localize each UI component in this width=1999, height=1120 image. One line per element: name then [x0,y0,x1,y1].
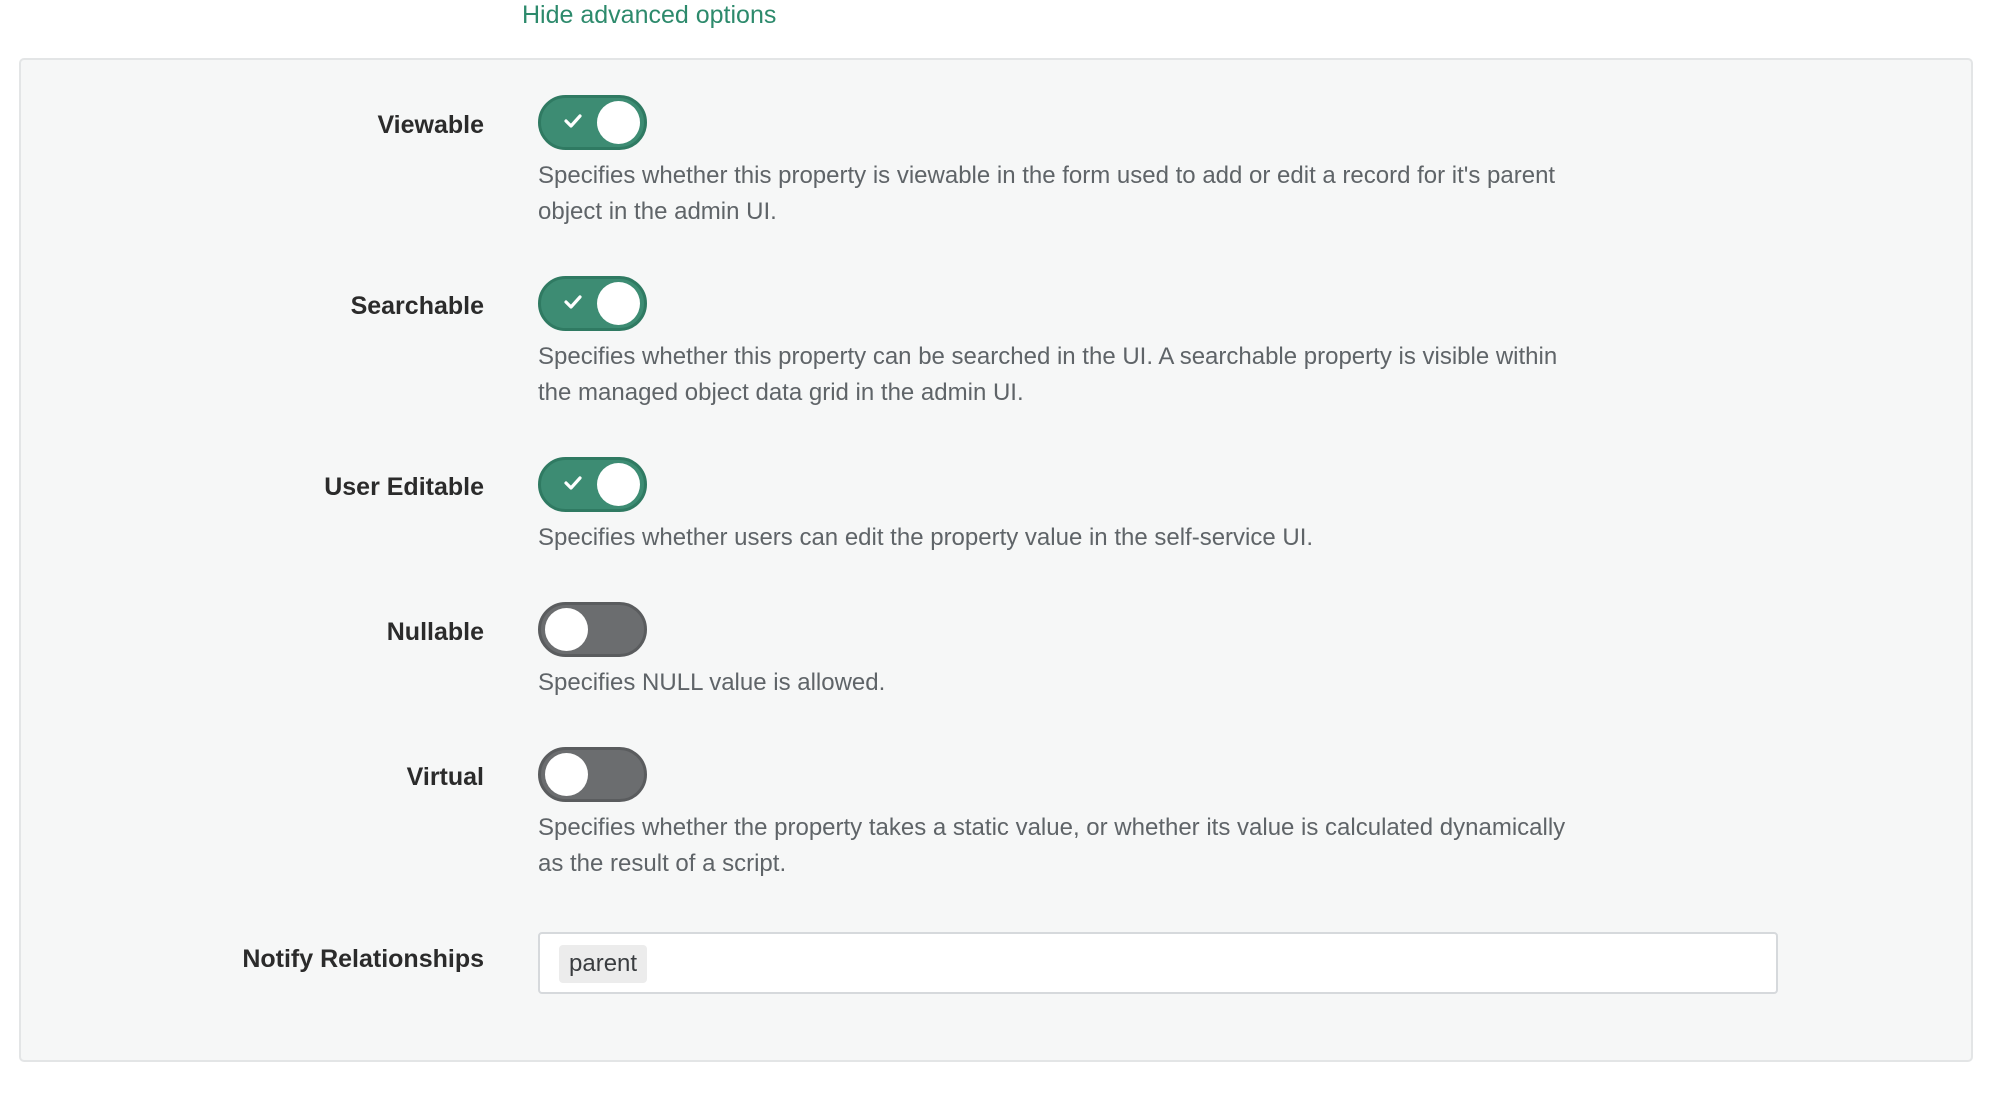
virtual-description: Specifies whether the property takes a static value, or whether its value is calculated dynamically as the result of a script. [538,814,1566,877]
switch-knob [597,101,640,144]
notify-relationships-label: Notify Relationships [242,945,484,973]
nullable-switch[interactable] [538,602,647,657]
user-editable-switch[interactable] [538,457,647,512]
searchable-switch[interactable] [538,276,647,331]
nullable-description: Specifies NULL value is allowed. [538,669,886,696]
searchable-description: Specifies whether this property can be searched in the UI. A searchable property is visible within the managed object data grid in the admin UI. [538,343,1558,406]
searchable-label: Searchable [350,292,484,320]
checkmark-icon [563,111,583,131]
viewable-switch[interactable] [538,95,647,150]
relationship-tag[interactable]: parent [559,945,647,983]
checkmark-icon [563,292,583,312]
switch-knob [597,463,640,506]
viewable-description: Specifies whether this property is viewable in the form used to add or edit a record for it's parent object in the admin UI. [538,162,1556,225]
nullable-label: Nullable [386,618,484,646]
viewable-label: Viewable [377,111,484,139]
virtual-label: Virtual [406,763,484,791]
switch-knob [597,282,640,325]
hide-advanced-options-link[interactable]: Hide advanced options [522,1,777,29]
notify-relationships-input[interactable] [538,932,1778,994]
user-editable-label: User Editable [324,473,484,501]
switch-knob [545,608,588,651]
user-editable-description: Specifies whether users can edit the property value in the self-service UI. [538,524,1314,551]
checkmark-icon [563,473,583,493]
virtual-switch[interactable] [538,747,647,802]
switch-knob [545,753,588,796]
